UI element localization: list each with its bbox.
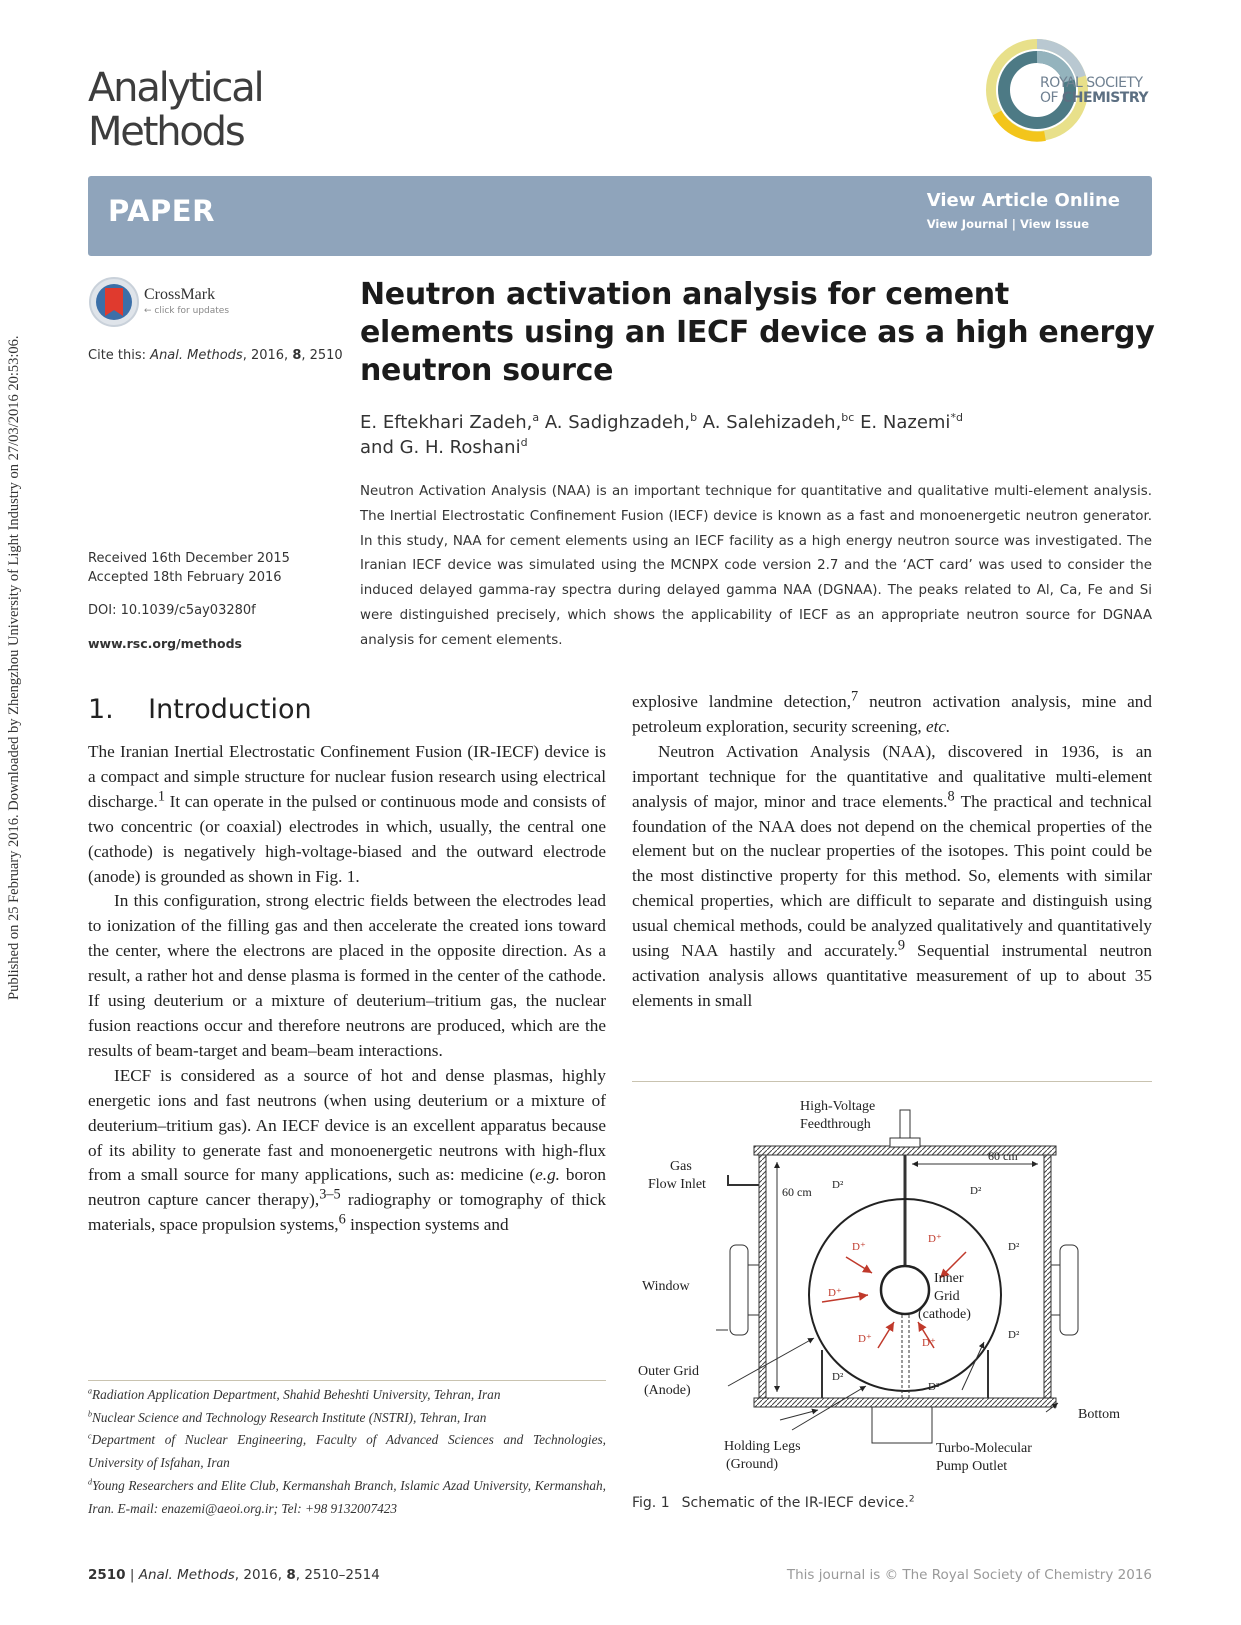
label-dplus: D⁺ bbox=[858, 1333, 872, 1345]
label-d2: D² bbox=[1008, 1241, 1020, 1253]
footer-pages: , 2510–2514 bbox=[295, 1567, 380, 1583]
gas-inlet-pipe bbox=[728, 1175, 759, 1185]
author-2: A. Sadighzadeh, bbox=[544, 412, 691, 433]
label-d2: D² bbox=[1008, 1329, 1020, 1341]
author-3-aff: bc bbox=[841, 411, 855, 424]
text-run: Neutron Activation Analysis (NAA), discovered in 1936, is an important technique for the quantitative and qualitative multi-element analysis of major, minor and trace elements. bbox=[632, 741, 1152, 811]
paragraph bbox=[88, 1064, 606, 1238]
text-run: inspection systems and bbox=[345, 1215, 509, 1235]
label-d2: D² bbox=[928, 1381, 940, 1393]
crossmark-label: CrossMark bbox=[144, 286, 216, 303]
label-d2: D² bbox=[832, 1179, 844, 1191]
citation-ref[interactable]: 3–5 bbox=[319, 1186, 341, 1203]
label-legs-1: Holding Legs bbox=[724, 1439, 801, 1454]
label-pump-1: Turbo-Molecular bbox=[936, 1441, 1032, 1456]
cite-this bbox=[88, 348, 343, 363]
section-title: Introduction bbox=[148, 694, 312, 725]
ion-arrow-4 bbox=[878, 1322, 894, 1348]
chamber-right-wall bbox=[1044, 1155, 1051, 1398]
citation-ref[interactable]: 6 bbox=[338, 1211, 346, 1228]
label-feedthrough-2: Feedthrough bbox=[800, 1117, 871, 1132]
cite-year: , 2016, bbox=[242, 348, 293, 363]
author-1: E. Eftekhari Zadeh, bbox=[360, 412, 533, 433]
citation-ref[interactable]: 9 bbox=[897, 937, 906, 954]
view-links bbox=[927, 190, 1120, 231]
cite-prefix: Cite this: bbox=[88, 348, 147, 363]
body-column-right bbox=[632, 690, 1152, 1014]
footnote-mark: b bbox=[88, 1409, 92, 1419]
paragraph bbox=[88, 740, 606, 889]
footer-year: , 2016, bbox=[234, 1567, 287, 1583]
label-pump-2: Pump Outlet bbox=[936, 1459, 1008, 1474]
received-date: Received 16th December 2015 bbox=[88, 551, 290, 566]
pump-outlet-pointer bbox=[962, 1342, 984, 1390]
author-4-aff: *d bbox=[950, 411, 963, 424]
chamber-left-wall bbox=[759, 1155, 766, 1398]
label-dim-top: 60 cm bbox=[988, 1149, 1018, 1163]
crossmark-icon bbox=[88, 276, 140, 328]
paragraph: In this configuration, strong electric fields between the electrodes lead to ionization of the filling gas and then accelerate the created ions toward the center, where the electrons are placed in the opposite direction. As a result, a rather hot and dense plasma is formed in the center of the cathode. If using deuterium or a mixture of deuterium–tritium gas, the nuclear fusion reactions occur and therefore neutrons are produced, which are the results of beam-target and beam–beam interactions. bbox=[88, 891, 606, 1060]
journal-name-line2: Methods bbox=[88, 109, 244, 155]
affiliation-footnotes bbox=[88, 1384, 606, 1520]
text-run: IECF is considered as a source of hot and dense plasmas, highly energetic ions and fast neutrons (when using deuterium or a mixture of deuterium–tritium gas). An IECF device is an excellent apparatus because of its ability to generate fast and monoenergetic neutrons with high-flux from a small source for many applications, such as: medicine ( bbox=[88, 1065, 606, 1185]
footnote bbox=[88, 1407, 606, 1430]
label-outer-2: (Anode) bbox=[644, 1383, 691, 1398]
text-run: etc. bbox=[926, 716, 951, 736]
author-2-aff: b bbox=[690, 411, 698, 424]
section-heading-introduction bbox=[88, 694, 312, 725]
label-legs-2: (Ground) bbox=[726, 1457, 779, 1472]
doi[interactable]: DOI: 10.1039/c5ay03280f bbox=[88, 603, 256, 618]
journal-url[interactable]: www.rsc.org/methods bbox=[88, 636, 242, 651]
label-dplus: D⁺ bbox=[828, 1287, 842, 1299]
footnote bbox=[88, 1429, 606, 1474]
footnote bbox=[88, 1475, 606, 1520]
footnote-mark: c bbox=[88, 1431, 92, 1441]
text-run: explosive landmine detection, bbox=[632, 692, 851, 711]
ion-arrow-1 bbox=[846, 1257, 872, 1273]
citation-ref[interactable]: 7 bbox=[851, 688, 859, 705]
crossmark-sub-text: click for updates bbox=[154, 306, 230, 316]
window-left bbox=[730, 1245, 748, 1335]
text-run: Sequential instrumental neutron activation analysis allows quantitative measurement of up to about 35 elements in small bbox=[632, 941, 1152, 1010]
citation-ref[interactable]: 8 bbox=[947, 787, 955, 804]
footnote-text: Radiation Application Department, Shahid Beheshti University, Tehran, Iran bbox=[92, 1387, 501, 1402]
rsc-logo-text bbox=[1040, 76, 1148, 106]
article-type-bar bbox=[88, 176, 1152, 256]
label-gas-2: Flow Inlet bbox=[648, 1177, 706, 1192]
publication-side-note: Published on 25 February 2016. Downloaded by Zhengzhou University of Light Industry on 27/03/2016 20:53:06. bbox=[6, 335, 22, 1000]
label-inner-3: (cathode) bbox=[918, 1307, 971, 1322]
figure-label[interactable]: Fig. 1 bbox=[632, 1495, 670, 1511]
outer-grid-pointer bbox=[728, 1338, 814, 1386]
figure-caption-text: Schematic of the IR-IECF device. bbox=[681, 1495, 909, 1511]
abstract: Neutron Activation Analysis (NAA) is an important technique for quantitative and qualitative multi-element analysis. The Inertial Electrostatic Confinement Fusion (IECF) device is known as a fast and monoenergetic neutron generator. In this study, NAA for cement elements using an IECF facility as a high energy neutron source was investigated. The Iranian IECF device was simulated using the MCNPX code version 2.7 and the ‘ACT card’ was used to consider the induced delayed gamma-ray spectra during delayed gamma NAA (DGNAA). The peaks related to Al, Ca, Fe and Si were distinguished precisely, which shows the applicability of IECF as an appropriate neutron source for DGNAA analysis for cement elements. bbox=[360, 484, 1152, 648]
author-list bbox=[360, 410, 1080, 460]
footnote-text: Young Researchers and Elite Club, Kermanshah Branch, Islamic Azad University, Kermanshah, Iran. E-mail: enazemi@aeoi.org.ir; Tel: +98 9132007423 bbox=[88, 1477, 606, 1516]
citation-ref[interactable]: 2 bbox=[908, 1494, 915, 1505]
body-column-left bbox=[88, 740, 606, 1238]
feedthrough-flange bbox=[890, 1138, 920, 1147]
pointer-spacer-4 bbox=[932, 1412, 1044, 1420]
journal-logo[interactable] bbox=[88, 66, 348, 154]
footnote-mark: d bbox=[88, 1477, 92, 1487]
label-d2: D² bbox=[832, 1371, 844, 1383]
cite-volume: 8 bbox=[292, 348, 302, 363]
rsc-line1: ROYAL SOCIETY bbox=[1040, 75, 1143, 91]
page-number: 2510 bbox=[88, 1567, 126, 1583]
text-run: radiography or tomography of thick materials, space propulsion systems, bbox=[88, 1190, 606, 1235]
window-left-port bbox=[748, 1265, 759, 1315]
footnote-text: Department of Nuclear Engineering, Faculty of Advanced Sciences and Technologies, University of Isfahan, Iran bbox=[88, 1432, 606, 1471]
footer-journal: Anal. Methods bbox=[138, 1567, 235, 1583]
footer-volume: 8 bbox=[286, 1567, 296, 1583]
crossmark-badge[interactable] bbox=[88, 276, 268, 330]
rsc-line2-chem: CHEMISTRY bbox=[1062, 90, 1149, 106]
page-footer-left bbox=[88, 1567, 380, 1583]
author-4: E. Nazemi bbox=[860, 412, 951, 433]
paragraph bbox=[632, 740, 1152, 1014]
view-issue-link[interactable]: View Issue bbox=[1019, 217, 1089, 231]
journal-name-line1: Analytical bbox=[88, 65, 263, 111]
label-dplus: D⁺ bbox=[852, 1241, 866, 1253]
text-run: boron neutron capture cancer therapy), bbox=[88, 1165, 606, 1210]
label-dim-left: 60 cm bbox=[782, 1185, 812, 1199]
author-5: and G. H. Roshani bbox=[360, 437, 521, 458]
figure-top-rule bbox=[632, 1081, 1152, 1082]
paragraph bbox=[632, 690, 1152, 740]
label-inner-1: Inner bbox=[934, 1271, 964, 1286]
article-title: Neutron activation analysis for cement elements using an IECF device as a high energy neutron source bbox=[360, 277, 1155, 388]
pump-outlet-box bbox=[872, 1407, 932, 1443]
footnote-text: Nuclear Science and Technology Research Institute (NSTRI), Tehran, Iran bbox=[92, 1409, 487, 1425]
text-run: The practical and technical foundation of the NAA does not depend on the chemical properties of the element but on the nuclear properties of the isotopes. This point could be the most distinctive property for this method. So, elements with similar chemical properties, which are difficult to separate and distinguish using usual chemical methods, could be analyzed qualitatively and quantitatively using NAA hastily and accurately. bbox=[632, 791, 1153, 961]
label-feedthrough-1: High-Voltage bbox=[800, 1099, 876, 1114]
label-inner-2: Grid bbox=[934, 1289, 960, 1304]
author-1-aff: a bbox=[532, 411, 540, 424]
footer-separator: | bbox=[129, 1567, 135, 1583]
footnote-mark: a bbox=[88, 1386, 92, 1396]
label-gas-1: Gas bbox=[670, 1159, 692, 1174]
figure-1-schematic bbox=[632, 1090, 1152, 1490]
label-dplus: D⁺ bbox=[922, 1337, 936, 1349]
cite-journal: Anal. Methods bbox=[150, 348, 243, 363]
author-5-aff: d bbox=[520, 436, 528, 449]
figure-caption bbox=[632, 1495, 915, 1511]
text-run: neutron activation analysis, mine and petroleum exploration, security screening, bbox=[632, 692, 1152, 736]
accepted-date: Accepted 18th February 2016 bbox=[88, 570, 282, 585]
window-right-port bbox=[1051, 1265, 1060, 1315]
label-window: Window bbox=[642, 1279, 690, 1294]
footnote bbox=[88, 1384, 606, 1407]
section-number: 1. bbox=[88, 694, 114, 725]
holding-legs-pointer-right bbox=[792, 1386, 866, 1430]
text-run: e.g. bbox=[535, 1165, 560, 1185]
view-link-separator: | bbox=[1011, 217, 1016, 231]
crossmark-sublabel: ← click for updates bbox=[144, 306, 230, 316]
author-3: A. Salehizadeh, bbox=[702, 412, 842, 433]
cite-page: , 2510 bbox=[301, 348, 343, 363]
view-journal-link[interactable]: View Journal bbox=[926, 217, 1008, 231]
label-bottom: Bottom bbox=[1078, 1407, 1121, 1422]
citation-ref[interactable]: 1 bbox=[157, 788, 166, 805]
chamber-bottom-plate bbox=[754, 1398, 1056, 1407]
view-article-online-link[interactable]: View Article Online bbox=[926, 190, 1120, 211]
text-run: The Iranian Inertial Electrostatic Confinement Fusion (IR-IECF) device is a compact and simple structure for nuclear fusion research using electrical discharge. bbox=[88, 742, 606, 811]
label-dplus: D⁺ bbox=[928, 1233, 942, 1245]
text-run: It can operate in the pulsed or continuous mode and consists of two concentric (or coaxial) electrodes in which, usually, the central one (cathode) is negatively high-voltage-biased and the outward electrode (anode) is grounded as shown in Fig. 1. bbox=[88, 791, 606, 886]
window-right bbox=[1060, 1245, 1078, 1335]
copyright-notice: This journal is © The Royal Society of Chemistry 2016 bbox=[786, 1567, 1152, 1583]
label-outer-1: Outer Grid bbox=[638, 1364, 700, 1379]
footnote-rule bbox=[88, 1380, 606, 1381]
rsc-line2-of: OF bbox=[1040, 90, 1059, 106]
label-d2: D² bbox=[970, 1185, 982, 1197]
article-type-label: PAPER bbox=[108, 194, 215, 228]
